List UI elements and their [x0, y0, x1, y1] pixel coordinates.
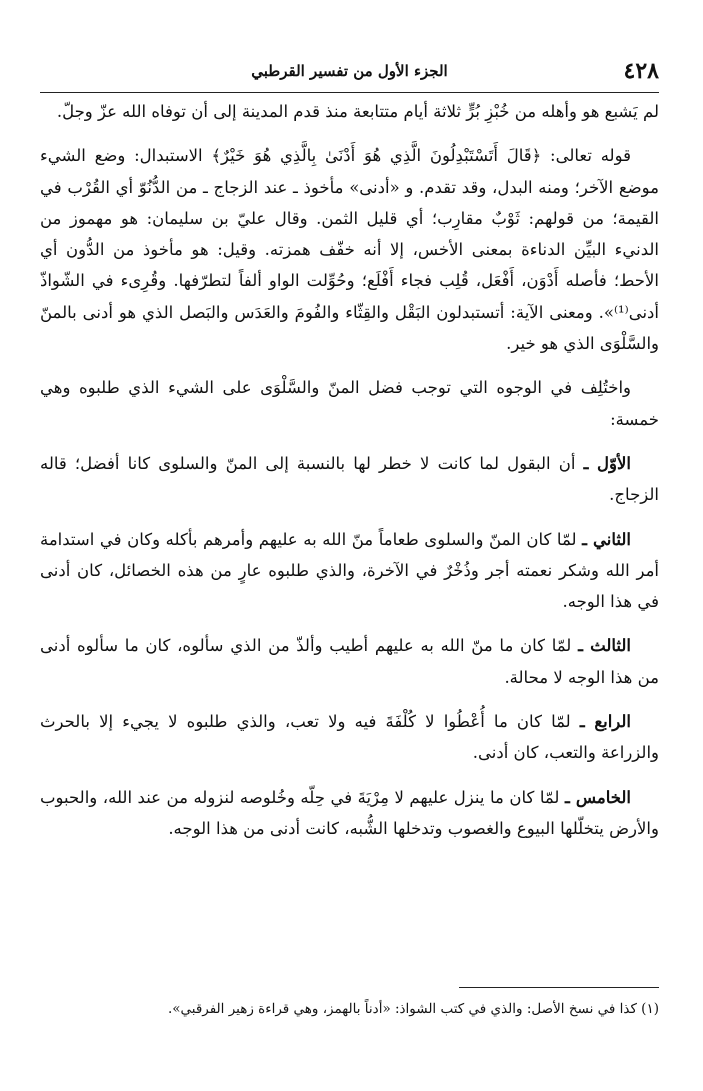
- paragraph-8-text: لمّا كان ما ينزل عليهم لا مِرْيَةَ في حِلّه وخُلوصه لنزوله من عند الله، والحبوب والأرض يتخلّلها البيوع والغصوب وتدخلها الشُّبه، كانت أدنى من هذا الوجه.: [40, 787, 659, 838]
- paragraph-1: لم يَشبع هو وأهله من خُبْزِ بُرٍّ ثلاثة أيام متتابعة منذ قدم المدينة إلى أن توفاه الله عزّ وجلّ.: [56, 102, 659, 121]
- paragraph-4: [40, 448, 659, 511]
- paragraph-7-text: لمّا كان ما أُعْطُوا لا كُلْفَةَ فيه ولا تعب، والذي طلبوه لا يجيء إلا بالحرث والزراعة والتعب، كان أدنى.: [40, 712, 659, 763]
- paragraph-5-lead: الثاني ـ: [582, 529, 631, 549]
- paragraph-3: واختُلِف في الوجوه التي توجب فضل المنّ والسَّلْوَى على الشيء الذي طلبوه وهي خمسة:: [40, 378, 659, 429]
- footnote: (١) كذا في نسخ الأصل: والذي في كتب الشواذ: «أدناً بالهمز، وهي قراءة زهير الفرقبي».: [167, 1001, 659, 1017]
- paragraph-8: [40, 782, 659, 845]
- page-number: ٤٢٨: [623, 58, 659, 84]
- paragraph-7: [40, 706, 659, 769]
- paragraph-8-lead: الخامس ـ: [564, 787, 631, 807]
- page-body: [40, 96, 659, 844]
- page-header: [40, 58, 659, 93]
- footnote-divider: [459, 987, 659, 988]
- paragraph-6-text: لمّا كان ما منّ الله به عليهم أطيب وألذّ من الذي سألوه، كان ما سألوه أدنى من هذا الوجه لا محالة.: [40, 636, 659, 687]
- paragraph-4-lead: الأوّل ـ: [583, 453, 632, 473]
- paragraph-7-lead: الرابع ـ: [579, 712, 631, 732]
- paragraph-6-lead: الثالث ـ: [578, 636, 631, 656]
- paragraph-2: قوله تعالى: ﴿قَالَ أَتَسْتَبْدِلُونَ الَّذِي هُوَ أَدْنَىٰ بِالَّذِي هُوَ خَيْرٌ﴾ الاستبدال: وضع الشيء موضع الآخر؛ ومنه البدل، وقد تقدم. و «أدنى» مأخوذ ـ عند الزجاج ـ من الدُّنُوّ أي القُرْب في القيمة؛ من قولهم: ثَوْبٌ مقارِب؛ أي قليل الثمن. وقال عليّ بن سليمان: هو مهموز من الدنيء البيِّن الدناءة بمعنى الأخس، إلا أنه خفّف همزته. وقيل: هو مأخوذ من الدُّون أي الأحط؛ فأصله أَدْوَن، أَفْعَل، قُلِب فجاء أَفْلَع؛ وحُوِّلت الواو ألفاً لتطرّفها. وقُرِىء في الشّواذّ أدنى⁽¹⁾». ومعنى الآية: أتستبدلون البَقْل والقِثّاء والفُومَ والعَدَس والبَصل الذي هو أدنى بالمنّ والسَّلْوَى الذي هو خير.: [40, 146, 659, 354]
- running-title: الجزء الأول من تفسير القرطبي: [251, 62, 448, 80]
- paragraph-4-text: أن البقول لما كانت لا خطر لها بالنسبة إلى المنّ والسلوى كانا أفضل؛ قاله الزجاج.: [40, 453, 659, 505]
- paragraph-6: [40, 630, 659, 693]
- paragraph-5: [40, 524, 659, 618]
- paragraph-5-text: لمّا كان المنّ والسلوى طعاماً منّ الله به عليهم وأمرهم بأكله وكان في استدامة أمر الله وشكر نعمته أجر وذُخْرٌ في الآخرة، والذي طلبوه عارٍ من هذه الخصائل، كان أدنى في هذا الوجه.: [40, 529, 659, 612]
